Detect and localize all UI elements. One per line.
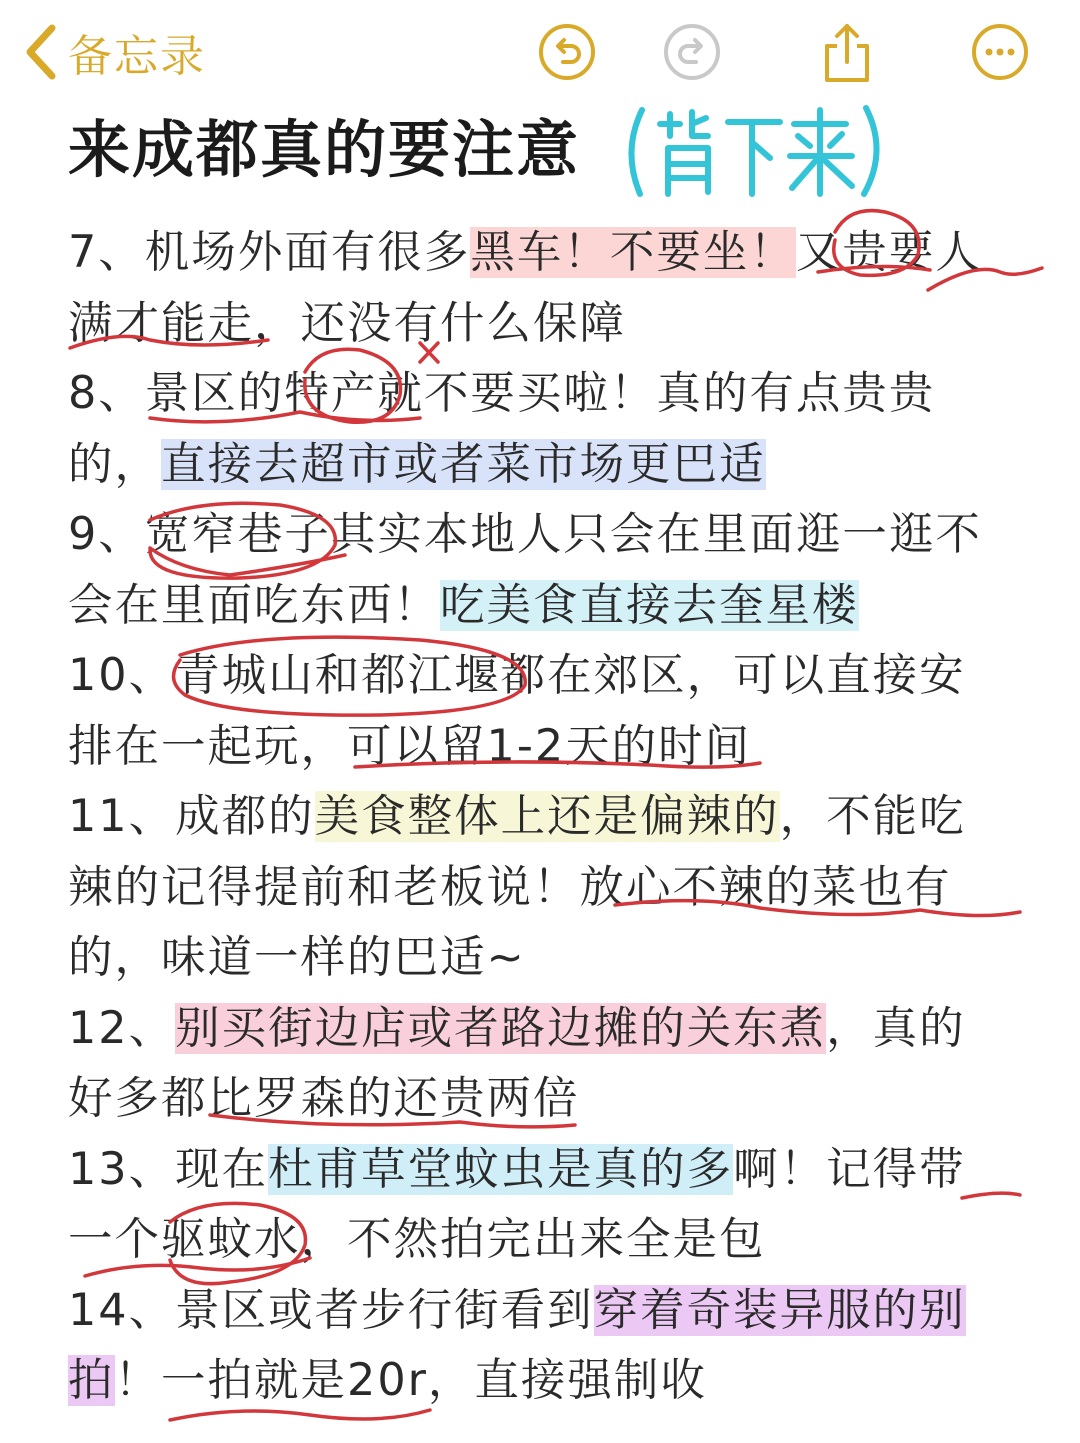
highlight-red: 黑车！不要坐！ bbox=[470, 227, 796, 278]
highlight-pink: 别买街边店或者路边摊的关东煮 bbox=[175, 1002, 827, 1054]
more-button[interactable] bbox=[970, 22, 1030, 82]
text-line: 7、机场外面有很多黑车！不要坐！又贵要人 bbox=[68, 227, 982, 278]
more-icon bbox=[970, 22, 1030, 82]
handwritten-annotation bbox=[620, 96, 890, 206]
text-line: 的，直接去超市或者菜市场更巴适 bbox=[68, 438, 766, 490]
text-line: 会在里面吃东西！吃美食直接去奎星楼 bbox=[68, 579, 859, 631]
share-icon bbox=[817, 22, 877, 86]
highlight-cyan: 吃美食直接去奎星楼 bbox=[440, 579, 859, 631]
text-line: 9、宽窄巷子其实本地人只会在里面逛一逛不 bbox=[68, 509, 982, 560]
redo-button[interactable] bbox=[662, 22, 722, 82]
text-line: 11、成都的美食整体上还是偏辣的，不能吃 bbox=[68, 791, 966, 842]
text-line: 满才能走，还没有什么保障 bbox=[68, 297, 627, 349]
text-line: 拍！一拍就是20r，直接强制收 bbox=[68, 1355, 707, 1406]
chevron-left-icon bbox=[22, 22, 58, 82]
text-line: 的，味道一样的巴适~ bbox=[68, 932, 526, 983]
highlight-cyan: 杜甫草堂蚊虫是真的多 bbox=[268, 1143, 734, 1195]
back-button[interactable] bbox=[22, 20, 206, 84]
highlight-blue: 直接去超市或者菜市场更巴适 bbox=[161, 438, 766, 490]
text-line: 好多都比罗森的还贵两倍 bbox=[68, 1073, 580, 1124]
text-line: 10、青城山和都江堰都在郊区，可以直接安 bbox=[68, 650, 966, 701]
text-line: 12、别买街边店或者路边摊的关东煮，真的 bbox=[68, 1002, 966, 1054]
highlight-purple: 穿着奇装异服的别 bbox=[593, 1284, 966, 1336]
back-label: 备忘录 bbox=[68, 31, 206, 82]
text-line: 排在一起玩，可以留1-2天的时间 bbox=[68, 720, 752, 772]
text-line: 8、景区的特产就不要买啦！真的有点贵贵 bbox=[68, 368, 936, 419]
nav-bar bbox=[0, 0, 1080, 105]
note-title-row bbox=[68, 108, 580, 198]
text-line: 14、景区或者步行街看到穿着奇装异服的别 bbox=[68, 1284, 966, 1336]
redo-icon bbox=[662, 22, 722, 82]
undo-button[interactable] bbox=[537, 22, 597, 82]
text-line: 一个驱蚊水，不然拍完出来全是包 bbox=[68, 1214, 766, 1265]
highlight-yellow: 美食整体上还是偏辣的 bbox=[314, 791, 780, 842]
text-line: 13、现在杜甫草堂蚊虫是真的多啊！记得带 bbox=[68, 1143, 966, 1195]
note-title[interactable]: 来成都真的要注意 bbox=[68, 113, 581, 186]
undo-icon bbox=[537, 22, 597, 82]
share-button[interactable] bbox=[817, 22, 877, 82]
text-line: 辣的记得提前和老板说！放心不辣的菜也有 bbox=[68, 861, 952, 913]
highlight-purple: 拍 bbox=[68, 1355, 115, 1406]
note-body[interactable] bbox=[68, 218, 1028, 1417]
